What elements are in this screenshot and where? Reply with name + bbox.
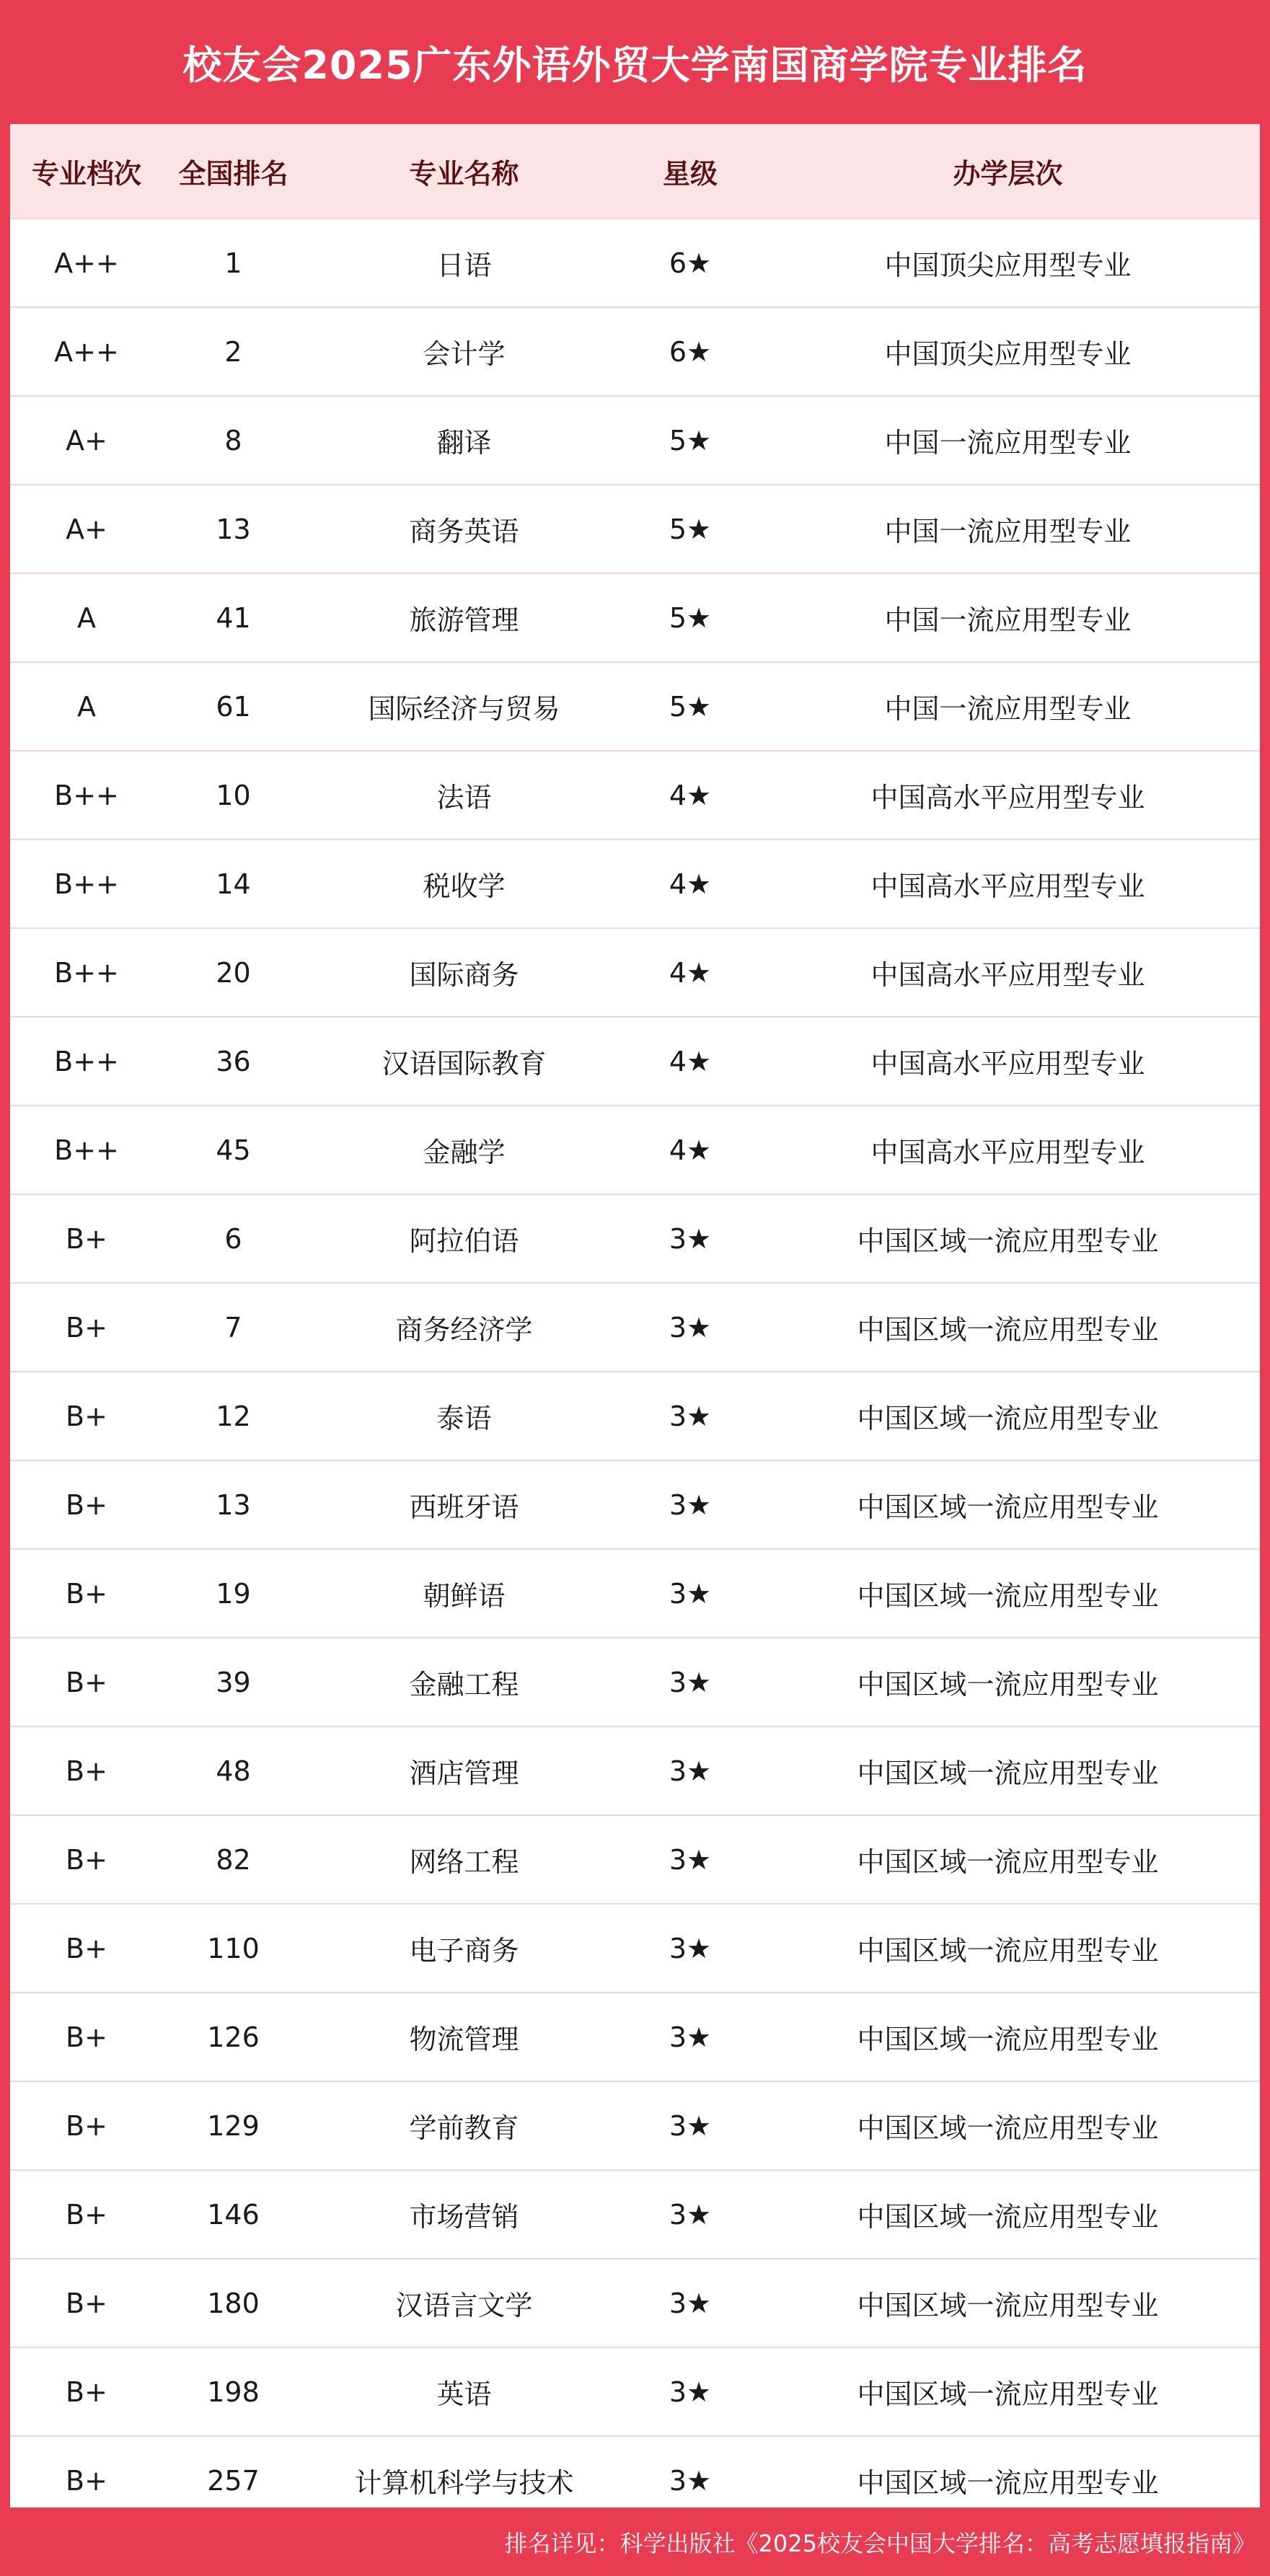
cell-major: 翻译: [304, 396, 625, 485]
cell-level: 中国区域一流应用型专业: [756, 1549, 1260, 1638]
cell-stars: 5★: [625, 396, 756, 485]
cell-grade: B+: [10, 1372, 163, 1460]
cell-stars: 3★: [625, 1549, 756, 1638]
cell-rank: 2: [163, 307, 304, 396]
cell-rank: 198: [163, 2347, 304, 2436]
cell-level: 中国区域一流应用型专业: [756, 1726, 1260, 1815]
table-row: [10, 1460, 1260, 1549]
cell-grade: A+: [10, 485, 163, 573]
cell-stars: 3★: [625, 1904, 756, 1993]
table-row: [10, 662, 1260, 751]
cell-major: 税收学: [304, 839, 625, 928]
cell-rank: 257: [163, 2436, 304, 2524]
cell-level: 中国区域一流应用型专业: [756, 1815, 1260, 1904]
table-row: [10, 485, 1260, 573]
table-row: [10, 2170, 1260, 2259]
cell-rank: 10: [163, 751, 304, 839]
table-row: [10, 1549, 1260, 1638]
cell-major: 商务英语: [304, 485, 625, 573]
cell-major: 法语: [304, 751, 625, 839]
table-row: [10, 396, 1260, 485]
cell-stars: 4★: [625, 839, 756, 928]
cell-major: 物流管理: [304, 1993, 625, 2081]
cell-rank: 12: [163, 1372, 304, 1460]
cell-major: 英语: [304, 2347, 625, 2436]
cell-major: 国际经济与贸易: [304, 662, 625, 751]
table-row: [10, 928, 1260, 1017]
table-row: [10, 1106, 1260, 1194]
cell-stars: 5★: [625, 573, 756, 662]
cell-grade: A++: [10, 219, 163, 307]
cell-rank: 14: [163, 839, 304, 928]
cell-grade: B++: [10, 751, 163, 839]
cell-grade: B+: [10, 2436, 163, 2524]
cell-major: 国际商务: [304, 928, 625, 1017]
cell-major: 酒店管理: [304, 1726, 625, 1815]
cell-stars: 3★: [625, 2436, 756, 2524]
table-row: [10, 1726, 1260, 1815]
cell-level: 中国顶尖应用型专业: [756, 307, 1260, 396]
table-row: [10, 1904, 1260, 1993]
table-row: [10, 1194, 1260, 1283]
cell-rank: 13: [163, 485, 304, 573]
cell-rank: 13: [163, 1460, 304, 1549]
cell-rank: 7: [163, 1283, 304, 1372]
cell-rank: 1: [163, 219, 304, 307]
cell-stars: 3★: [625, 1638, 756, 1726]
cell-rank: 41: [163, 573, 304, 662]
cell-rank: 82: [163, 1815, 304, 1904]
cell-grade: B+: [10, 1283, 163, 1372]
cell-major: 泰语: [304, 1372, 625, 1460]
cell-stars: 5★: [625, 485, 756, 573]
cell-grade: A: [10, 662, 163, 751]
cell-grade: A++: [10, 307, 163, 396]
table-row: [10, 839, 1260, 928]
cell-level: 中国一流应用型专业: [756, 662, 1260, 751]
cell-stars: 3★: [625, 1815, 756, 1904]
cell-major: 金融学: [304, 1106, 625, 1194]
cell-grade: B+: [10, 1194, 163, 1283]
cell-level: 中国区域一流应用型专业: [756, 1372, 1260, 1460]
cell-rank: 20: [163, 928, 304, 1017]
table-row: [10, 573, 1260, 662]
page-title: 校友会2025广东外语外贸大学南国商学院专业排名: [182, 42, 1088, 88]
source-footer: 排名详见：科学出版社《2025校友会中国大学排名：高考志愿填报指南》: [504, 2529, 1256, 2557]
column-header-level: 办学层次: [756, 124, 1260, 219]
cell-stars: 3★: [625, 1372, 756, 1460]
cell-level: 中国区域一流应用型专业: [756, 2170, 1260, 2259]
cell-rank: 19: [163, 1549, 304, 1638]
cell-level: 中国区域一流应用型专业: [756, 2436, 1260, 2524]
cell-level: 中国高水平应用型专业: [756, 1106, 1260, 1194]
cell-rank: 6: [163, 1194, 304, 1283]
cell-grade: B+: [10, 2170, 163, 2259]
table-row: [10, 219, 1260, 307]
cell-major: 阿拉伯语: [304, 1194, 625, 1283]
table-row: [10, 307, 1260, 396]
cell-grade: B++: [10, 1106, 163, 1194]
cell-level: 中国区域一流应用型专业: [756, 2347, 1260, 2436]
column-header-rank: 全国排名: [163, 124, 304, 219]
cell-stars: 3★: [625, 2259, 756, 2347]
cell-stars: 4★: [625, 751, 756, 839]
cell-level: 中国高水平应用型专业: [756, 928, 1260, 1017]
cell-grade: A+: [10, 396, 163, 485]
cell-major: 计算机科学与技术: [304, 2436, 625, 2524]
cell-rank: 45: [163, 1106, 304, 1194]
cell-level: 中国区域一流应用型专业: [756, 1194, 1260, 1283]
cell-level: 中国区域一流应用型专业: [756, 2081, 1260, 2170]
table-row: [10, 751, 1260, 839]
cell-stars: 4★: [625, 928, 756, 1017]
cell-grade: B+: [10, 1815, 163, 1904]
cell-level: 中国区域一流应用型专业: [756, 1993, 1260, 2081]
cell-stars: 5★: [625, 662, 756, 751]
cell-stars: 3★: [625, 2347, 756, 2436]
cell-grade: B++: [10, 839, 163, 928]
cell-grade: B+: [10, 1993, 163, 2081]
cell-major: 旅游管理: [304, 573, 625, 662]
table-row: [10, 1283, 1260, 1372]
cell-grade: B+: [10, 2347, 163, 2436]
cell-stars: 6★: [625, 307, 756, 396]
cell-stars: 3★: [625, 1993, 756, 2081]
column-header-stars: 星级: [625, 124, 756, 219]
table-row: [10, 1017, 1260, 1106]
cell-grade: B+: [10, 1549, 163, 1638]
cell-major: 电子商务: [304, 1904, 625, 1993]
table-header: [10, 124, 1260, 219]
cell-rank: 48: [163, 1726, 304, 1815]
cell-stars: 3★: [625, 1460, 756, 1549]
cell-major: 朝鲜语: [304, 1549, 625, 1638]
cell-stars: 3★: [625, 1283, 756, 1372]
cell-level: 中国区域一流应用型专业: [756, 1638, 1260, 1726]
table-body: [10, 219, 1260, 2524]
cell-level: 中国高水平应用型专业: [756, 751, 1260, 839]
table-row: [10, 1638, 1260, 1726]
cell-grade: B+: [10, 1638, 163, 1726]
table-row: [10, 2259, 1260, 2347]
cell-rank: 126: [163, 1993, 304, 2081]
cell-level: 中国区域一流应用型专业: [756, 1904, 1260, 1993]
cell-stars: 3★: [625, 1194, 756, 1283]
cell-stars: 4★: [625, 1106, 756, 1194]
cell-grade: B++: [10, 928, 163, 1017]
cell-rank: 36: [163, 1017, 304, 1106]
cell-level: 中国高水平应用型专业: [756, 1017, 1260, 1106]
cell-major: 学前教育: [304, 2081, 625, 2170]
ranking-table: [10, 124, 1260, 2524]
cell-grade: B+: [10, 1904, 163, 1993]
cell-level: 中国区域一流应用型专业: [756, 1283, 1260, 1372]
table-header-row: [10, 124, 1260, 219]
cell-level: 中国顶尖应用型专业: [756, 219, 1260, 307]
cell-rank: 180: [163, 2259, 304, 2347]
cell-level: 中国区域一流应用型专业: [756, 1460, 1260, 1549]
cell-rank: 39: [163, 1638, 304, 1726]
cell-stars: 3★: [625, 2081, 756, 2170]
cell-stars: 3★: [625, 2170, 756, 2259]
cell-major: 汉语言文学: [304, 2259, 625, 2347]
cell-grade: B+: [10, 2081, 163, 2170]
cell-grade: B+: [10, 1460, 163, 1549]
table-row: [10, 2347, 1260, 2436]
table-row: [10, 1372, 1260, 1460]
cell-rank: 129: [163, 2081, 304, 2170]
cell-major: 会计学: [304, 307, 625, 396]
cell-major: 金融工程: [304, 1638, 625, 1726]
cell-grade: A: [10, 573, 163, 662]
cell-level: 中国一流应用型专业: [756, 573, 1260, 662]
column-header-major: 专业名称: [304, 124, 625, 219]
cell-grade: B++: [10, 1017, 163, 1106]
cell-major: 网络工程: [304, 1815, 625, 1904]
cell-level: 中国区域一流应用型专业: [756, 2259, 1260, 2347]
ranking-table-container: [10, 124, 1260, 2507]
cell-major: 市场营销: [304, 2170, 625, 2259]
cell-rank: 146: [163, 2170, 304, 2259]
cell-major: 汉语国际教育: [304, 1017, 625, 1106]
cell-major: 西班牙语: [304, 1460, 625, 1549]
column-header-grade: 专业档次: [10, 124, 163, 219]
cell-stars: 3★: [625, 1726, 756, 1815]
cell-level: 中国高水平应用型专业: [756, 839, 1260, 928]
cell-major: 日语: [304, 219, 625, 307]
cell-stars: 6★: [625, 219, 756, 307]
cell-rank: 8: [163, 396, 304, 485]
cell-level: 中国一流应用型专业: [756, 485, 1260, 573]
cell-grade: B+: [10, 2259, 163, 2347]
cell-grade: B+: [10, 1726, 163, 1815]
cell-rank: 110: [163, 1904, 304, 1993]
table-row: [10, 1993, 1260, 2081]
cell-stars: 4★: [625, 1017, 756, 1106]
cell-level: 中国一流应用型专业: [756, 396, 1260, 485]
table-row: [10, 2081, 1260, 2170]
cell-rank: 61: [163, 662, 304, 751]
table-row: [10, 1815, 1260, 1904]
cell-major: 商务经济学: [304, 1283, 625, 1372]
